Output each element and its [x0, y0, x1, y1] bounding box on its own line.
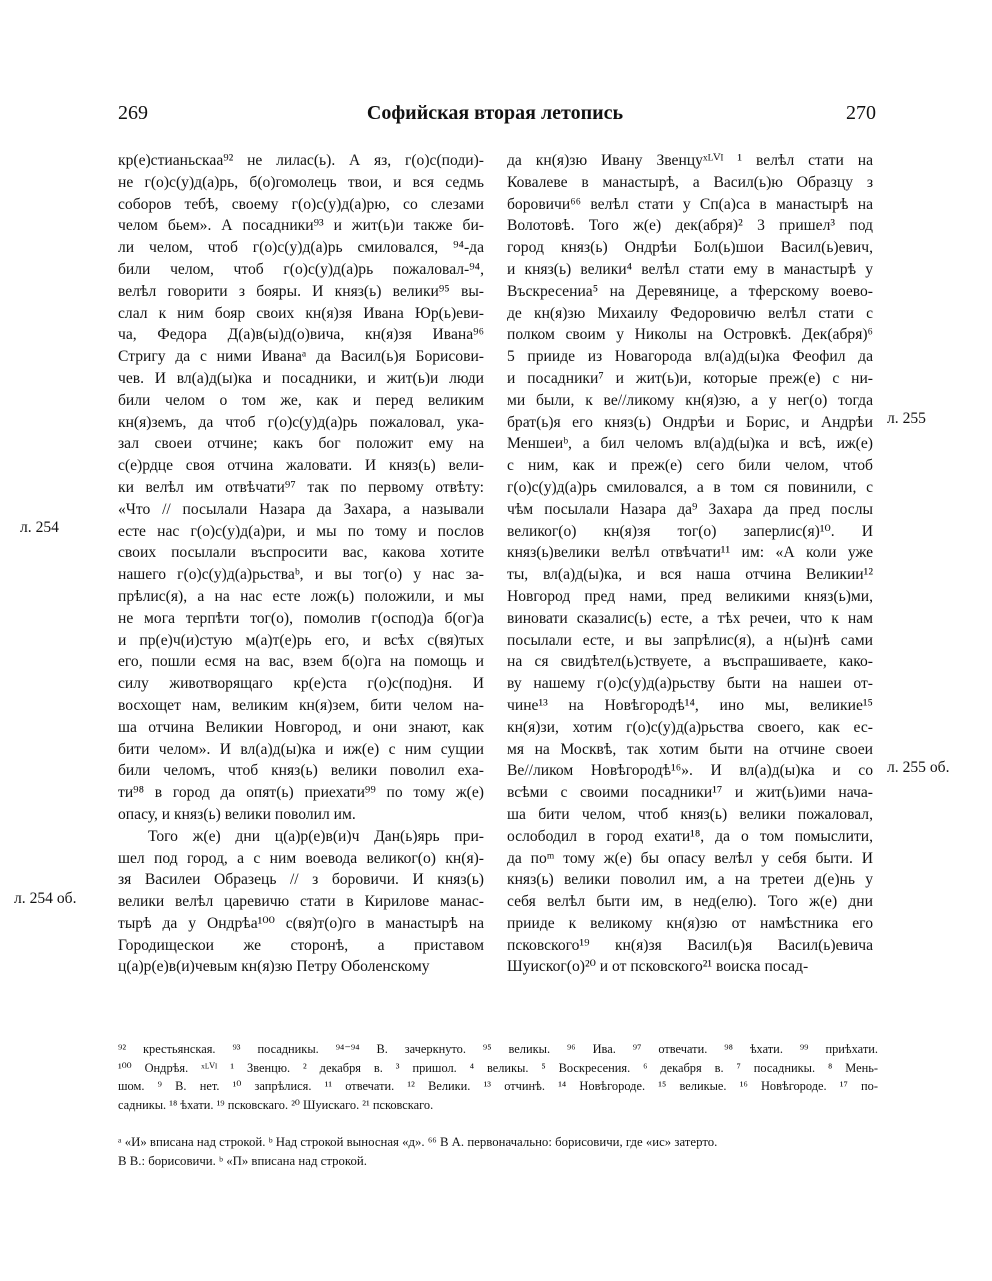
note-line: ᵃ «И» вписана над строкой. ᵇ Над строкой выносная «д». ⁶⁶ В А. первоначально: борисовичи, где «ис» затерто. — [118, 1135, 718, 1149]
text-line: мя на Москвѣ, так хотим быти на отчине своеи — [507, 740, 873, 758]
text-line: били челом, чтоб г(о)с(у)д(а)рь пожаловал-⁹⁴, — [118, 260, 484, 278]
text-line: Того ж(е) дни ц(а)р(е)в(и)ч Дан(ь)ярь при- — [148, 827, 484, 845]
text-line: великог(о) кн(я)зя тог(о) заперлис(я)¹⁰. И — [507, 522, 873, 540]
text-line: г(о)с(у)д(а)рь смиловался, а в том ся повинили, с — [507, 478, 873, 496]
text-line: зя Василеи Образець // з боровичи. И княз(ь) — [118, 871, 484, 889]
text-line: ча, Федора Д(а)в(ы)д(о)вича, кн(я)зя Ивана⁹⁶ — [118, 326, 484, 344]
margin-folio-l255: л. 255 — [887, 410, 926, 427]
text-line: и пр(е)ч(и)стую м(а)т(е)рь его, и всѣх с(вя)тых — [118, 631, 484, 649]
text-line: тырѣ да у Ондрѣа¹⁰⁰ с(вя)т(о)го в манастырѣ на — [118, 914, 484, 932]
text-line: брат(ь)я его княз(ь) Ондрѣи и Борис, и Андрѣи — [507, 413, 873, 431]
text-line: били челом о том же, как и перед великим — [118, 391, 484, 409]
text-line: де кн(я)зю Михаилу Федоровичю велѣл стати с — [507, 304, 873, 322]
text-line: кр(е)стианьскаа⁹² не лилас(ь). А яз, г(о)с(поди)- — [118, 152, 484, 169]
footnotes-variants — [118, 1040, 878, 1114]
text-line: ву нашему г(о)с(у)д(а)рьству быти на нашеи от- — [507, 675, 873, 693]
text-line: Волотовѣ. Того ж(е) дек(абря)² 3 пришел³ под — [507, 217, 873, 235]
footnote-line: ⁹² крестьянская. ⁹³ посадникы. ⁹⁴⁻⁹⁴ В. зачеркнуто. ⁹⁵ великы. ⁹⁶ Ива. ⁹⁷ отвечати. ⁹⁸ ѣхати. ⁹⁹ приѣхати. — [118, 1042, 878, 1056]
text-line: полком своим у Николы на Островкѣ. Дек(абря)⁶ — [507, 326, 873, 344]
text-line: себя велѣл быти им, в нед(елю). Того ж(е) дни — [507, 893, 873, 911]
text-line: ослободил в город ехати¹⁸, да о том помыслити, — [507, 827, 873, 845]
footnote-line: ¹⁰⁰ Ондрѣя. ˣᴸⱽᴵ ¹ Звенцю. ² декабря в. ³ пришол. ⁴ великы. ⁵ Воскресения. ⁶ декабря в. ⁷ посадникы. ⁸ Мень- — [118, 1060, 878, 1075]
text-line: кн(я)земъ, да чтоб г(о)с(у)д(а)рь пожаловал, ука- — [118, 413, 484, 431]
text-line: и княз(ь) велики⁴ велѣл стати ему в манастырѣ у — [507, 260, 873, 278]
text-line: да поᵐ тому ж(е) бы опасу велѣл у себя быти. И — [507, 849, 873, 867]
text-line: прииде к великому кн(я)зю от намѣстника его — [507, 914, 873, 932]
page-number-left: 269 — [118, 102, 148, 124]
text-line: боровичи⁶⁶ велѣл стати у Сп(а)са в манастырѣ на — [507, 195, 873, 213]
text-line: ша отчина Великии Новгород, и они знают, как — [118, 718, 484, 736]
text-line: силу животворящаго кр(е)ста г(о)с(под)ня. И — [118, 675, 484, 693]
text-line: ки велѣл им отвѣчати⁹⁷ так по первому отвѣту: — [118, 478, 484, 496]
footnote-line: садникы. ¹⁸ ѣхати. ¹⁹ псковскаго. ²⁰ Шуискаго. ²¹ псковскаго. — [118, 1097, 434, 1112]
text-line: шел под город, а с ним воевода великог(о) кн(я)- — [118, 849, 484, 867]
text-line: прѣлис(я), а на нас есте лож(ь) положили, и мы — [118, 587, 484, 605]
text-line: челом бьем». А посадники⁹³ и жит(ь)и также би- — [118, 217, 484, 235]
text-line: соборов тебѣ, своему г(о)с(у)д(а)рю, со слезами — [118, 195, 484, 213]
text-line: ли челом, чтоб г(о)с(у)д(а)рь смиловался, ⁹⁴-да — [118, 239, 484, 257]
text-line: его, пошли есмя на вас, взем б(о)га на помощь и — [118, 653, 484, 671]
text-line: чев. И вл(а)д(ы)ка и посадники, и жит(ь)и люди — [118, 369, 484, 387]
footnote-line: шом. ⁹ В. нет. ¹⁰ запрѣлися. ¹¹ отвечати. ¹² Велики. ¹³ отчинѣ. ¹⁴ Новѣгороде. ¹⁵ великые. ¹⁶ Новѣгороде. ¹⁷ по- — [118, 1079, 878, 1093]
text-line: Городищескои же сторонѣ, а приставом — [118, 936, 484, 954]
text-line: княз(ь) велики поволил им, а на третеи д(е)нь у — [507, 871, 873, 889]
text-line: с(е)рдце своя отчина жаловати. И княз(ь) вели- — [118, 457, 484, 475]
text-line: «Что // посылали Назара да Захара, а называли — [118, 500, 484, 518]
text-line: велики велѣл царевичю стати в Кирилове манас- — [118, 893, 484, 911]
left-column — [118, 150, 484, 978]
text-line: ми были, к ве//ликому кн(я)зю, а у нег(о) тогда — [507, 391, 873, 409]
text-line: не мога терпѣти тог(о), помолив г(оспод)а б(ог)а — [118, 609, 484, 627]
text-line: восхощет нам, великим кн(я)зем, бити челом на- — [118, 696, 484, 714]
text-line: 5 прииде из Новагорода вл(а)д(ы)ка Феофил да — [507, 348, 873, 366]
margin-folio-l254ob: л. 254 об. — [14, 890, 77, 907]
text-line: опасу, и княз(ь) велики поволил им. — [118, 805, 356, 823]
text-line: княз(ь)велики велѣл отвѣчати¹¹ им: «А коли уже — [507, 544, 873, 562]
margin-folio-l254: л. 254 — [20, 519, 59, 536]
text-line: псковского¹⁹ кн(я)зя Васил(ь)я Васил(ь)евича — [507, 936, 873, 954]
page-header — [110, 100, 880, 130]
text-line: били челомъ, чтоб княз(ь) велики поволил еха- — [118, 762, 484, 780]
text-line: своих посылали въспросити вас, какова хотите — [118, 544, 484, 562]
text-line: Ковалеве в манастырѣ, а Васил(ь)ю Образцу з — [507, 173, 873, 191]
text-line: бити челом». И вл(а)д(ы)ка и иж(е) с ним сущии — [118, 740, 484, 758]
running-title: Софийская вторая летопись — [366, 102, 624, 124]
note-line: В В.: борисовичи. ᵇ «П» вписана над строкой. — [118, 1154, 367, 1168]
text-line: ша бити челом, чтоб княз(ь) велики пожаловал, — [507, 805, 873, 823]
right-column — [507, 150, 873, 978]
text-line: чѣм посылали Назара да⁹ Захара да пред послы — [507, 500, 873, 518]
margin-folio-l255ob: л. 255 об. — [887, 759, 950, 776]
text-line: виновати сказалис(ь) есте, а тѣх речеи, что к нам — [507, 609, 873, 627]
text-line: зал своеи отчине; какъ бог положит ему на — [118, 435, 484, 453]
text-line: да кн(я)зю Ивану Звенцуˣᴸⱽᴵ ¹ велѣл стати на — [507, 152, 873, 169]
text-line: и посадники⁷ и жит(ь)и, которые преж(е) с ни- — [507, 369, 873, 387]
text-line: не г(о)с(у)д(а)рь, б(о)гомолець твои, и вся седмь — [118, 173, 484, 191]
footnotes-editorial — [118, 1133, 878, 1171]
text-line: Шуиског(о)²⁰ и от псковского²¹ воиска посад- — [507, 958, 809, 976]
text-line: велѣл говорити з бояры. И княз(ь) велики⁹⁵ вы- — [118, 282, 484, 300]
text-line: ц(а)р(е)в(и)чевым кн(я)зю Петру Оболенскому — [118, 958, 430, 976]
text-line: ты, вл(а)д(ы)ка, и вся наша отчина Великии¹² — [507, 566, 873, 584]
text-line: Стригу да с ними Иванаᵃ да Васил(ь)я Борисови- — [118, 348, 484, 366]
text-line: посылали есте, и вы запрѣлис(я), а н(ы)нѣ сами — [507, 631, 873, 649]
page-number-right: 270 — [846, 102, 876, 124]
text-line: всѣми с своими посадники¹⁷ и жит(ь)ими нача- — [507, 784, 873, 802]
text-line: кн(я)зи, хотим г(о)с(у)д(а)рьства своего, как ес- — [507, 718, 873, 736]
text-line: город княз(ь) Ондрѣи Бол(ь)шои Васил(ь)евич, — [507, 239, 873, 257]
text-line: Новгород пред нами, пред великими княз(ь)ми, — [507, 587, 873, 605]
text-line: Ве//ликом Новѣгородѣ¹⁶». И вл(а)д(ы)ка и со — [507, 762, 873, 780]
text-line: нашего г(о)с(у)д(а)рьстваᵇ, и вы тог(о) у нас за- — [118, 566, 484, 584]
text-line: Меншеиᵇ, а бил челомъ вл(а)д(ы)ка и всѣ, иж(е) — [507, 435, 873, 453]
text-line: ти⁹⁸ в город да опят(ь) приехати⁹⁹ по тому ж(е) — [118, 784, 484, 802]
text-line: чине¹³ на Новѣгородѣ¹⁴, ино мы, великие¹⁵ — [507, 696, 873, 714]
text-line: на ся свидѣтел(ь)ствуете, а въспрашиваете, како- — [507, 653, 873, 671]
text-line: Въскресениа⁵ на Деревянице, а тферскому воево- — [507, 282, 873, 300]
text-line: есте нас г(о)с(у)д(а)ри, и мы по тому и послов — [118, 522, 484, 540]
text-line: с ним, как и преж(е) сего били челом, чтоб — [507, 457, 873, 475]
text-line: слал к ним бояр своих кн(я)зя Ивана Юр(ь)еви- — [118, 304, 484, 322]
